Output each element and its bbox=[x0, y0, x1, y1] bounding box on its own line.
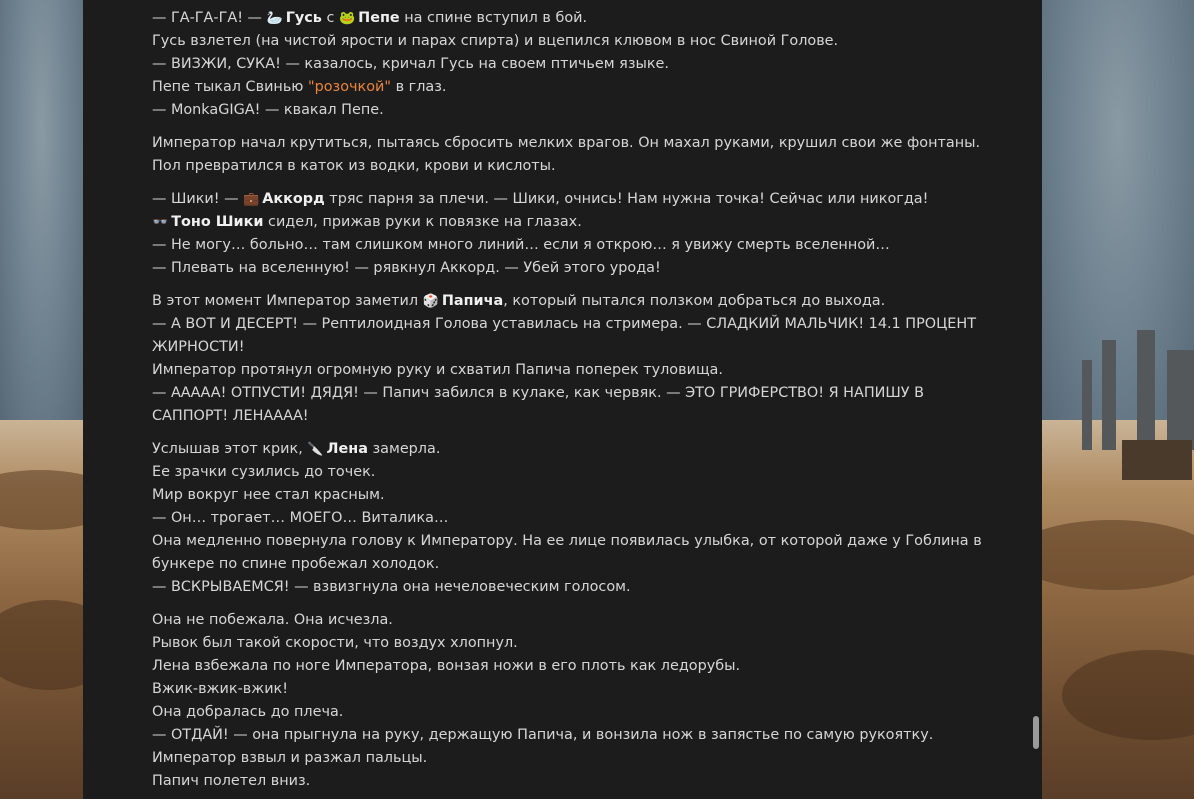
text-line: Император протянул огромную руку и схватил Папича поперек туловища. bbox=[152, 362, 723, 378]
reader-panel bbox=[83, 0, 1042, 799]
paragraph bbox=[152, 7, 1002, 122]
text-line bbox=[152, 7, 1002, 30]
text: , который пытался ползком добраться до выхода. bbox=[503, 293, 886, 309]
text: тряс парня за плечи. — Шики, очнись! Нам нужна точка! Сейчас или никогда! bbox=[324, 191, 929, 207]
text: Услышав этот крик, bbox=[152, 441, 308, 457]
text-line: — АААAA! ОТПУСТИ! ДЯДЯ! — Папич забился в кулаке, как червяк. — ЭТО ГРИФЕРСТВО! Я НАПИШУ В САППОРТ! ЛЕНАААА! bbox=[152, 385, 925, 424]
dice-icon: 🎲 bbox=[422, 294, 439, 309]
frog-icon: 🐸 bbox=[338, 11, 356, 26]
text-line: Вжик-вжик-вжик! bbox=[152, 681, 289, 697]
text-line: Рывок был такой скорости, что воздух хлопнул. bbox=[152, 635, 518, 651]
story-text bbox=[152, 7, 1002, 799]
text: с bbox=[321, 10, 339, 26]
text: Пепе тыкал Свинью bbox=[152, 79, 308, 95]
text: — Шики! — bbox=[152, 191, 244, 207]
text: В этот момент Император заметил bbox=[152, 293, 423, 309]
scrollbar-thumb[interactable] bbox=[1033, 716, 1039, 749]
glasses-icon: 👓 bbox=[152, 215, 169, 230]
background-desert-right bbox=[1042, 0, 1194, 799]
text-line: Она добралась до плеча. bbox=[152, 704, 344, 720]
text-line: — ВИЗЖИ, СУКА! — казалось, кричал Гусь на своем птичьем языке. bbox=[152, 56, 669, 72]
text-line: Император начал крутиться, пытаясь сбросить мелких врагов. Он махал руками, крушил свои же фонтаны. bbox=[152, 135, 981, 151]
briefcase-icon: 💼 bbox=[243, 192, 260, 207]
text-line: — А ВОТ И ДЕСЕРТ! — Рептилоидная Голова уставилась на стримера. — СЛАДКИЙ МАЛЬЧИК! 14.1 ПРОЦЕНТ ЖИРНОСТИ! bbox=[152, 316, 976, 355]
text-line bbox=[152, 76, 1002, 99]
text-line: Она медленно повернула голову к Императору. На ее лице появилась улыбка, от которой даже у Гоблина в бункере по спине пробежал холодок. bbox=[152, 533, 982, 572]
text-line: — Он… трогает… МОЕГО… Виталика… bbox=[152, 510, 449, 526]
paragraph bbox=[152, 290, 1002, 428]
knife-icon: 🔪 bbox=[307, 442, 324, 457]
highlighted-term-link[interactable]: "розочкой" bbox=[308, 79, 391, 95]
text-line bbox=[152, 438, 1002, 461]
text-line: — ВСКРЫВАЕМСЯ! — взвизгнула она нечеловеческим голосом. bbox=[152, 579, 631, 595]
text-line: — Плевать на вселенную! — рявкнул Аккорд. — Убей этого урода! bbox=[152, 260, 661, 276]
text-line: — MonkaGIGA! — квакал Пепе. bbox=[152, 102, 384, 118]
character-name-shiki: Тоно Шики bbox=[171, 214, 264, 230]
paragraph bbox=[152, 188, 1002, 280]
text: в глаз. bbox=[391, 79, 447, 95]
text-line bbox=[152, 188, 1002, 211]
paragraph bbox=[152, 438, 1002, 599]
text: замерла. bbox=[367, 441, 441, 457]
text: сидел, прижав руки к повязке на глазах. bbox=[263, 214, 582, 230]
text: — ГА-ГА-ГА! — bbox=[152, 10, 267, 26]
text-line: Пол превратился в каток из водки, крови и кислоты. bbox=[152, 158, 556, 174]
character-name-pepe: Пепе bbox=[358, 10, 400, 26]
text-line: — ОТДАЙ! — она прыгнула на руку, держащую Папича, и вонзила нож в запястье по самую рукоятку. bbox=[152, 727, 934, 743]
text-line: Папич полетел вниз. bbox=[152, 773, 311, 789]
paragraph bbox=[152, 132, 1002, 178]
background-desert-left bbox=[0, 0, 83, 799]
text-line: Лена взбежала по ноге Императора, вонзая ножи в его плоть как ледорубы. bbox=[152, 658, 741, 674]
character-name-goose: Гусь bbox=[285, 10, 322, 26]
text-line: Ее зрачки сузились до точек. bbox=[152, 464, 376, 480]
text-line: Она не побежала. Она исчезла. bbox=[152, 612, 393, 628]
text-line: Гусь взлетел (на чистой ярости и парах спирта) и вцепился клювом в нос Свиной Голове. bbox=[152, 33, 839, 49]
character-name-papich: Папича bbox=[441, 293, 504, 309]
text-line bbox=[152, 211, 1002, 234]
text-line: Мир вокруг нее стал красным. bbox=[152, 487, 385, 503]
character-name-akkord: Аккорд bbox=[262, 191, 325, 207]
text-line bbox=[152, 290, 1002, 313]
swan-icon: 🦢 bbox=[266, 11, 283, 26]
paragraph bbox=[152, 609, 1002, 793]
text: на спине вступил в бой. bbox=[399, 10, 588, 26]
character-name-lena: Лена bbox=[326, 441, 368, 457]
text-line: — Не могу… больно… там слишком много линий… если я открою… я увижу смерть вселенной… bbox=[152, 237, 890, 253]
text-line: Император взвыл и разжал пальцы. bbox=[152, 750, 428, 766]
